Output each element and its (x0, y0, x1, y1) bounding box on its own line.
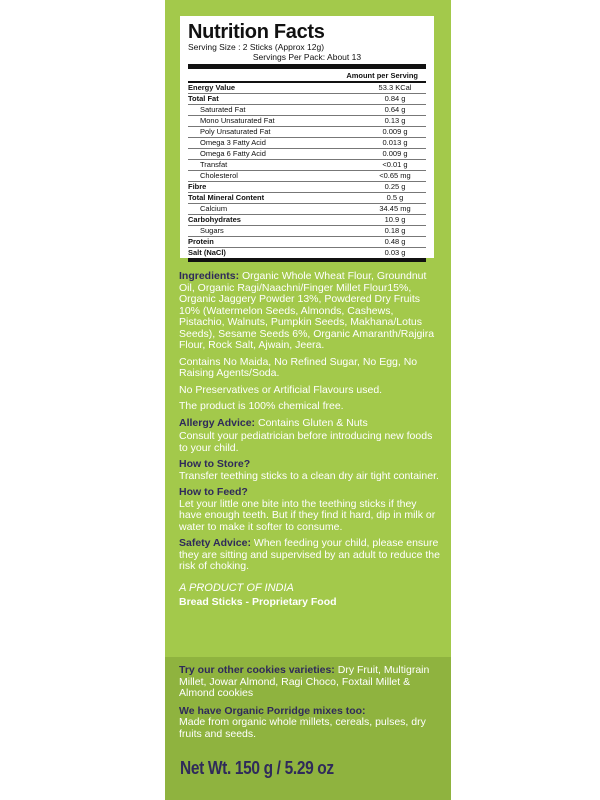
nutrient-value: 0.03 g (384, 248, 406, 257)
porridge-heading: We have Organic Porridge mixes too: (179, 704, 366, 717)
net-weight: Net Wt. 150 g / 5.29 oz (180, 758, 334, 778)
ingredients-paragraph (179, 271, 441, 352)
cookies-heading: Try our other cookies varieties: (179, 664, 335, 676)
nutrient-row-total-fat (188, 94, 426, 105)
nutrient-row-protein (188, 237, 426, 248)
nutrient-label: Total Mineral Content (188, 193, 265, 202)
store-heading: How to Store? (179, 458, 251, 470)
feed-heading-line (179, 487, 441, 499)
nutrient-row-sugars (188, 226, 426, 237)
divider-thick (188, 64, 426, 69)
nutrient-label: Fibre (188, 182, 207, 191)
servings-per-pack: Servings Per Pack: About 13 (252, 52, 362, 62)
nutrient-row-transfat (188, 160, 426, 171)
store-text: Transfer teething sticks to a clean dry air tight container. (179, 469, 439, 482)
ingredients-text: Organic Whole Wheat Flour, Groundnut Oil, Organic Ragi/Naachni/Finger Millet Flour15%, Organic Jaggery Powder 13%, Powdered Dry Fruits 10% (Watermelon Seeds, Almonds, Cashews, Pistachio, Walnuts, Pumpkin Seeds, Makhana/Lotus Seeds), Sesame Seeds 6%, Organic Amaranth/Rajgira Flour, Rock Salt, Ajwain, Jeera. (179, 270, 435, 351)
nutrient-value: 0.84 g (384, 94, 406, 103)
nutrient-value: 34.45 mg (379, 204, 411, 213)
allergy-text: Contains Gluten & Nuts (257, 416, 368, 429)
allergy-heading: Allergy Advice: (179, 416, 256, 429)
nutrition-title: Nutrition Facts (188, 21, 325, 43)
nutrient-row-energy (188, 83, 426, 94)
safety-heading: Safety Advice: (179, 537, 251, 549)
cookies-paragraph (179, 665, 441, 700)
safety-text: When feeding your child, please ensure they are sitting and supervised by an adult to reduce the risk of choking. (179, 537, 440, 572)
porridge-text: Made from organic whole millets, cereals, pulses, dry fruits and seeds. (179, 716, 426, 740)
product-type: Bread Sticks - Proprietary Food (179, 596, 337, 608)
claim-2: No Preservatives or Artificial Flavours used. (179, 383, 383, 396)
ingredients-heading: Ingredients: (179, 270, 240, 282)
store-heading-line (179, 459, 441, 471)
nutrient-row-saturated-fat (188, 105, 426, 116)
nutrient-value: 0.48 g (384, 237, 406, 246)
nutrient-row-omega6 (188, 149, 426, 160)
nutrient-label: Carbohydrates (188, 215, 241, 224)
nutrient-value: <0.01 g (382, 160, 408, 169)
feed-heading: How to Feed? (179, 486, 248, 498)
nutrition-facts-label (180, 16, 434, 258)
amount-header: Amount per Serving (346, 71, 418, 80)
nutrient-value: 0.009 g (382, 127, 408, 136)
nutrient-label: Omega 6 Fatty Acid (200, 149, 266, 158)
nutrient-value: <0.65 mg (379, 171, 411, 180)
nutrient-row-calcium (188, 204, 426, 215)
feed-text: Let your little one bite into the teething sticks if they have enough teeth. But if they find it hard, dip in milk or water to make it softer to consume. (179, 497, 436, 533)
nutrient-label: Salt (NaCl) (188, 248, 226, 257)
divider-bottom (188, 258, 426, 262)
nutrient-label: Calcium (200, 204, 228, 213)
nutrient-value: 0.5 g (386, 193, 404, 202)
nutrient-row-carbs (188, 215, 426, 226)
nutrient-row-cholesterol (188, 171, 426, 182)
nutrient-label: Mono Unsaturated Fat (200, 116, 275, 125)
nutrient-value: 0.18 g (384, 226, 406, 235)
nutrient-row-mineral (188, 193, 426, 204)
nutrient-label: Sugars (200, 226, 224, 235)
nutrient-label: Transfat (200, 160, 228, 169)
nutrient-row-mono-fat (188, 116, 426, 127)
nutrient-label: Poly Unsaturated Fat (200, 127, 271, 136)
pack-text-block (179, 271, 441, 614)
serving-size: Serving Size : 2 Sticks (Approx 12g) (188, 42, 325, 52)
nutrient-value: 0.009 g (382, 149, 408, 158)
allergy-paragraph (179, 418, 441, 430)
claim-1: Contains No Maida, No Refined Sugar, No Egg, No Raising Agents/Soda. (179, 355, 418, 379)
safety-paragraph (179, 538, 441, 573)
nutrient-value: 0.64 g (384, 105, 406, 114)
nutrient-row-fibre (188, 182, 426, 193)
nutrient-label: Protein (188, 237, 214, 246)
nutrient-label: Omega 3 Fatty Acid (200, 138, 266, 147)
nutrient-label: Cholesterol (200, 171, 238, 180)
nutrient-row-salt (188, 248, 426, 258)
product-pack-panel (165, 0, 451, 800)
nutrient-value: 0.13 g (384, 116, 406, 125)
nutrient-value: 0.013 g (382, 138, 408, 147)
cookies-text: Dry Fruit, Multigrain Millet, Jowar Almond, Ragi Choco, Foxtail Millet & Almond cookies (179, 664, 430, 699)
nutrient-label: Energy Value (188, 83, 236, 92)
nutrient-label: Saturated Fat (200, 105, 246, 114)
origin-text: A PRODUCT OF INDIA (179, 581, 294, 594)
nutrient-row-poly-fat (188, 127, 426, 138)
nutrient-value: 10.9 g (384, 215, 406, 224)
lower-text-block (179, 665, 441, 745)
nutrient-value: 53.3 KCal (378, 83, 412, 92)
nutrient-row-omega3 (188, 138, 426, 149)
nutrient-label: Total Fat (188, 94, 219, 103)
consult-text: Consult your pediatrician before introducing new foods to your child. (179, 430, 433, 454)
nutrient-value: 0.25 g (384, 182, 406, 191)
claim-3: The product is 100% chemical free. (179, 400, 344, 412)
